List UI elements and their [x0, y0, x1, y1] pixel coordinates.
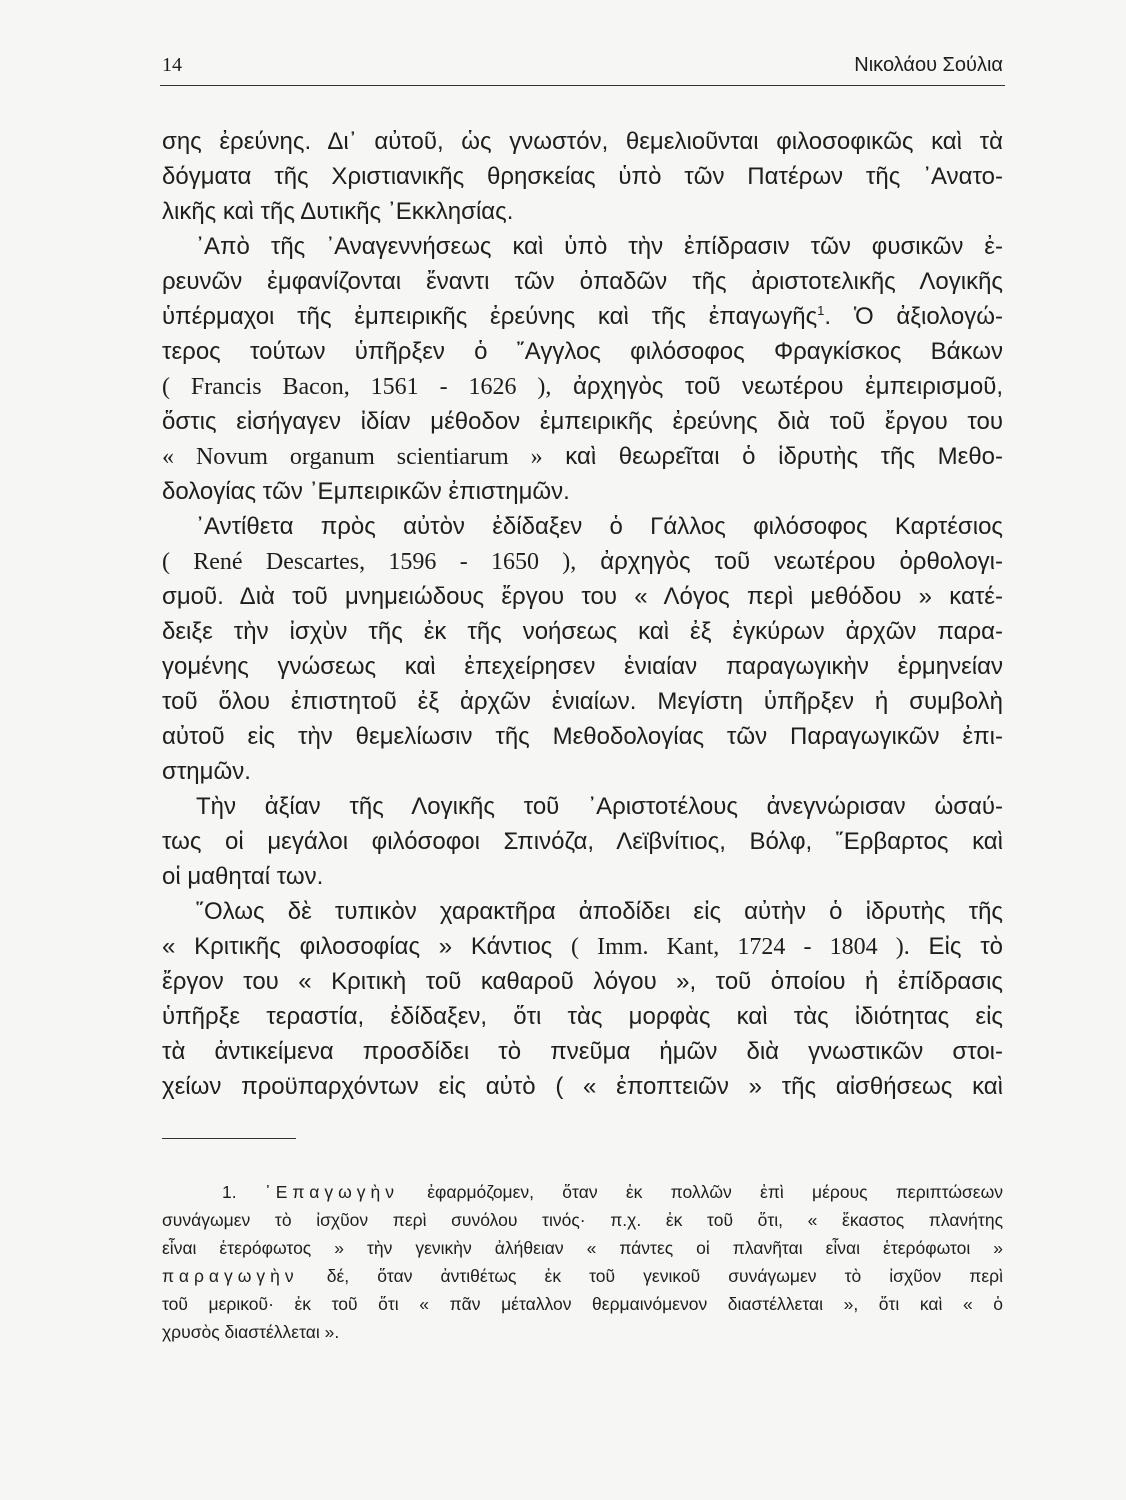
text-line [162, 929, 1003, 964]
text-span: Εἰς τὸ [928, 933, 1004, 960]
latin-citation: ( Francis Bacon, 1561 - 1626 ), [162, 374, 552, 400]
text-span: « Κριτικῆς φιλοσοφίας » Κάντιος [162, 933, 553, 960]
text-span: ἀρχηγὸς τοῦ νεωτέρου ἐμπειρισμοῦ, [572, 373, 1003, 400]
footnote-line: χρυσὸς διαστέλλεται ». [162, 1322, 340, 1342]
footnote-ref[interactable]: 1 [817, 303, 825, 318]
text-line: ὅστις εἰσήγαγεν ἰδίαν μέθοδον ἐμπειρικῆς ἐρεύνης διὰ τοῦ ἔργου του [162, 408, 1003, 435]
latin-citation: ( René Descartes, 1596 - 1650 ), [162, 549, 577, 575]
text-span: καὶ θεωρεῖται ὁ ἱδρυτὴς τῆς Μεθο- [565, 443, 1003, 470]
main-text [162, 124, 1003, 1104]
text-line: τοῦ ὅλου ἐπιστητοῦ ἐξ ἀρχῶν ἑνιαίων. Μεγίστη ὑπῆρξεν ἡ συμβολὴ [162, 688, 1003, 715]
running-head: Νικολάου Σούλια [854, 54, 1003, 76]
footnote-term: παραγωγὴν [162, 1266, 299, 1286]
text-line: τὰ ἀντικείμενα προσδίδει τὸ πνεῦμα ἡμῶν διὰ γνωστικῶν στοι- [162, 1038, 1003, 1065]
latin-title: « Novum organum scientiarum » [162, 444, 543, 470]
text-line: αὐτοῦ εἰς τὴν θεμελίωσιν τῆς Μεθοδολογίας τῶν Παραγωγικῶν ἐπι- [162, 723, 1003, 750]
text-line: ρευνῶν ἐμφανίζονται ἔναντι τῶν ὀπαδῶν τῆς ἀριστοτελικῆς Λογικῆς [162, 268, 1003, 295]
text-line: ῞Ολως δὲ τυπικὸν χαρακτῆρα ἀποδίδει εἰς αὐτὴν ὁ ἱδρυτὴς τῆς [196, 898, 1003, 925]
text-span: δέ, ὅταν ἀντιθέτως ἐκ τοῦ γενικοῦ συνάγωμεν τὸ ἰσχῦον περὶ [326, 1266, 1003, 1286]
text-line: ᾽Αντίθετα πρὸς αὐτὸν ἐδίδαξεν ὁ Γάλλος φιλόσοφος Καρτέσιος [196, 513, 1003, 540]
footnote-line [162, 1262, 1003, 1290]
text-line: ἔργον του « Κριτικὴ τοῦ καθαροῦ λόγου », τοῦ ὁποίου ἡ ἐπίδρασις [162, 968, 1003, 995]
footnote-term: ᾽Επαγωγὴν [264, 1182, 399, 1202]
text-line: λικῆς καὶ τῆς Δυτικῆς ᾽Εκκλησίας. [162, 198, 514, 225]
footnote-line: εἶναι ἑτερόφωτος » τὴν γενικὴν ἀλήθειαν « πάντες οἱ πλανῆται εἶναι ἑτερόφωτοι » [162, 1238, 1003, 1258]
footnote-line [162, 1178, 1003, 1206]
text-line: τως οἱ μεγάλοι φιλόσοφοι Σπινόζα, Λεϊβνίτιος, Βόλφ, ῞Ερβαρτος καὶ [162, 828, 1003, 855]
text-span: ἐφαρμόζομεν, ὅταν ἐκ πολλῶν ἐπὶ μέρους περιπτώσεων [427, 1182, 1003, 1202]
text-line [162, 299, 1003, 334]
text-line: δόγματα τῆς Χριστιανικῆς θρησκείας ὑπὸ τῶν Πατέρων τῆς ᾽Ανατο- [162, 163, 1003, 190]
text-span: ὑπέρμαχοι τῆς ἐμπειρικῆς ἐρεύνης καὶ τῆς ἐπαγωγῆς [162, 303, 818, 330]
text-line [162, 369, 1003, 404]
text-line: ᾽Απὸ τῆς ᾽Αναγεννήσεως καὶ ὑπὸ τὴν ἐπίδρασιν τῶν φυσικῶν ἐ- [196, 233, 1003, 260]
text-span: . Ὁ ἀξιολογώ- [824, 303, 1003, 330]
text-line: τερος τούτων ὑπῆρξεν ὁ ῎Αγγλος φιλόσοφος Φραγκίσκος Βάκων [162, 338, 1003, 365]
text-line: χείων προϋπαρχόντων εἰς αὐτὸ ( « ἐποπτειῶν » τῆς αἰσθήσεως καὶ [162, 1073, 1003, 1100]
text-line: στημῶν. [162, 758, 251, 785]
text-line: γομένης γνώσεως καὶ ἐπεχείρησεν ἑνιαίαν παραγωγικὴν ἑρμηνείαν [162, 653, 1003, 680]
header-rule [160, 85, 1005, 86]
footnote-line: συνάγωμεν τὸ ἰσχῦον περὶ συνόλου τινός· π.χ. ἐκ τοῦ ὅτι, « ἕκαστος πλανήτης [162, 1210, 1003, 1230]
text-line [162, 439, 1003, 474]
text-line: σμοῦ. Διὰ τοῦ μνημειώδους ἔργου του « Λόγος περὶ μεθόδου » κατέ- [162, 583, 1003, 610]
footnote-rule [162, 1138, 296, 1139]
text-line [162, 544, 1003, 579]
text-line: δειξε τὴν ἰσχὺν τῆς ἐκ τῆς νοήσεως καὶ ἐξ ἐγκύρων ἀρχῶν παρα- [162, 618, 1003, 645]
footnote-line: τοῦ μερικοῦ· ἐκ τοῦ ὅτι « πᾶν μέταλλον θερμαινόμενον διαστέλλεται », ὅτι καὶ « ὁ [162, 1294, 1003, 1314]
page-number: 14 [162, 54, 182, 76]
text-line: ὑπῆρξε τεραστία, ἐδίδαξεν, ὅτι τὰς μορφὰς καὶ τὰς ἰδιότητας εἰς [162, 1003, 1003, 1030]
text-line: Τὴν ἀξίαν τῆς Λογικῆς τοῦ ᾽Αριστοτέλους ἀνεγνώρισαν ὡσαύ- [196, 793, 1003, 820]
text-line: σης ἐρεύνης. Δι᾽ αὐτοῦ, ὡς γνωστόν, θεμελιοῦνται φιλοσοφικῶς καὶ τὰ [162, 128, 1003, 155]
footnotes [162, 1178, 1003, 1346]
latin-citation: ( Imm. Kant, 1724 - 1804 ). [571, 934, 910, 960]
text-span: ἀρχηγὸς τοῦ νεωτέρου ὀρθολογι- [600, 548, 1003, 575]
text-line: δολογίας τῶν ᾽Εμπειρικῶν ἐπιστημῶν. [162, 478, 570, 505]
text-line: οἱ μαθηταί των. [162, 863, 324, 890]
footnote-number: 1. [222, 1182, 237, 1202]
